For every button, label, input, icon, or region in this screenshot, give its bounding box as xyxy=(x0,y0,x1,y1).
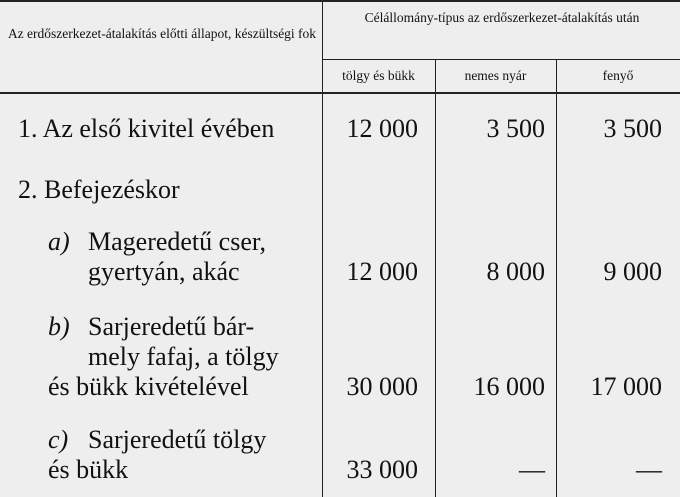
cell-first-year-conifer: 3 500 xyxy=(603,114,662,143)
subheader-hybrid-poplar: nemes nyár xyxy=(464,68,527,83)
row-b-label-line1: Sarjeredetű bár- xyxy=(88,312,255,341)
cell-b-conifer: 17 000 xyxy=(590,372,662,401)
cell-a-oak-beech: 12 000 xyxy=(346,257,418,286)
cell-a-conifer: 9 000 xyxy=(603,257,662,286)
cell-a-poplar: 8 000 xyxy=(486,257,545,286)
cell-c-poplar: — xyxy=(519,455,545,484)
row-b-marker: b) xyxy=(48,312,70,341)
row-a-label-line2: gyertyán, akác xyxy=(88,257,240,286)
header-bottom-border xyxy=(0,92,680,94)
row-a-label-line1: Mageredetű cser, xyxy=(88,227,266,256)
row-c-marker: c) xyxy=(48,425,69,454)
cell-first-year-poplar: 3 500 xyxy=(486,114,545,143)
row-b-label-line3: és bükk kivételével xyxy=(48,372,249,401)
row-first-year-label: 1. Az első kivitel évében xyxy=(18,114,275,143)
row-completion-label: 2. Befejezéskor xyxy=(18,175,180,204)
row-a-marker: a) xyxy=(48,227,70,256)
cell-first-year-oak-beech: 12 000 xyxy=(346,114,418,143)
row-c-label-line1: Sarjeredetű tölgy xyxy=(88,425,267,454)
header-target-type: Célállomány-típus az erdőszerkezet-átalakítás után xyxy=(364,10,640,25)
cell-b-oak-beech: 30 000 xyxy=(346,372,418,401)
cell-c-oak-beech: 33 000 xyxy=(346,455,418,484)
cell-c-conifer: — xyxy=(636,455,662,484)
cell-b-poplar: 16 000 xyxy=(473,372,545,401)
row-c-label-line2: és bükk xyxy=(48,455,129,484)
subheader-divider xyxy=(322,59,680,60)
subheader-conifer: fenyő xyxy=(602,68,634,83)
header-condition: Az erdőszerkezet-átalakítás előtti állapot, készültségi fok xyxy=(7,26,317,41)
row-b-label-line2: mely fafaj, a tölgy xyxy=(88,342,279,371)
subheader-oak-beech: tölgy és bükk xyxy=(342,68,415,83)
table-top-border xyxy=(0,0,680,2)
